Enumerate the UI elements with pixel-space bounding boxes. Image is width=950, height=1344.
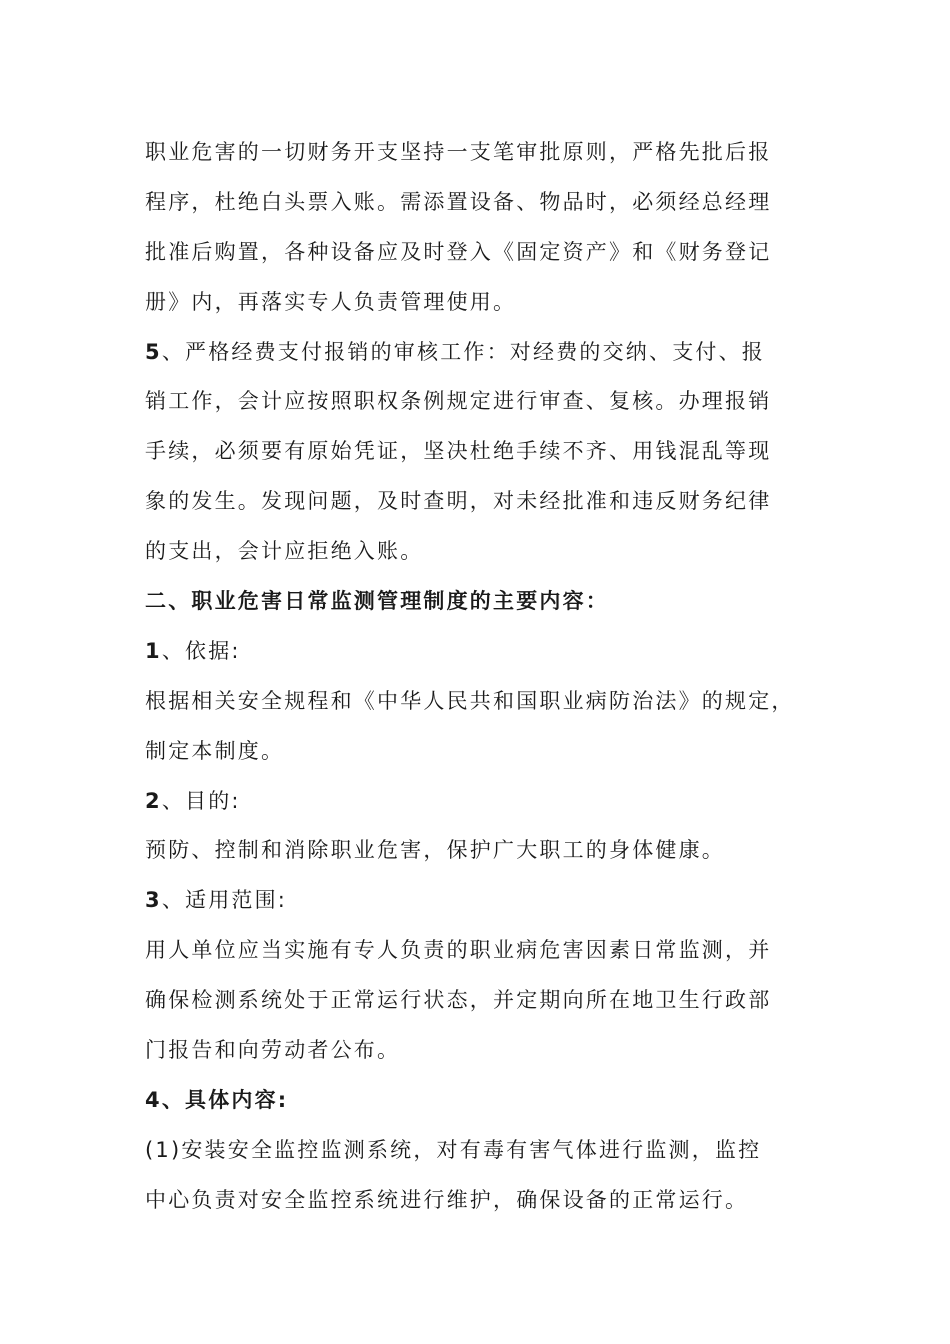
line-text: 、适用范围:	[161, 888, 288, 913]
item-1-heading-line	[145, 627, 835, 677]
paragraph-line	[145, 527, 835, 577]
line-text: 根据相关安全规程和《中华人民共和国职业病防治法》的规定，	[145, 688, 795, 713]
paragraph-line	[145, 976, 835, 1026]
line-text: 程序，杜绝白头票入账。需添置设备、物品时，必须经总经理	[145, 189, 772, 214]
line-text: 册》内，再落实专人负责管理使用。	[145, 289, 517, 314]
item-3-heading-line	[145, 876, 835, 926]
paragraph-line	[145, 477, 835, 527]
paragraph-line	[145, 228, 835, 278]
paragraph-line	[145, 1026, 835, 1076]
line-text: 、依据:	[161, 638, 241, 663]
paragraph-line	[145, 926, 835, 976]
item-number: 5	[145, 339, 162, 364]
paragraph-line	[145, 677, 835, 727]
item-number: 2	[145, 788, 162, 813]
item-number: 1	[145, 638, 162, 663]
line-text: 、严格经费支付报销的审核工作：对经费的交纳、支付、报	[161, 339, 766, 364]
line-text: 用人单位应当实施有专人负责的职业病危害因素日常监测，并	[145, 938, 772, 963]
item-2-heading-line	[145, 777, 835, 827]
line-text: 销工作，会计应按照职权条例规定进行审查、复核。办理报销	[145, 389, 772, 414]
paragraph-line	[145, 1126, 835, 1176]
line-text: 批准后购置，各种设备应及时登入《固定资产》和《财务登记	[145, 239, 772, 264]
paragraph-line	[145, 1176, 835, 1226]
paragraph-line	[145, 826, 835, 876]
paragraph-line	[145, 427, 835, 477]
line-text: 制定本制度。	[145, 738, 285, 763]
item-4-heading-line	[145, 1076, 835, 1126]
paragraph-line	[145, 178, 835, 228]
item-number: 4	[145, 1087, 162, 1112]
item-number: 3	[145, 888, 162, 913]
section-heading-text: 二、职业危害日常监测管理制度的主要内容：	[145, 589, 609, 614]
line-text: 手续，必须要有原始凭证，坚决杜绝手续不齐、用钱混乱等现	[145, 439, 772, 464]
line-text: 确保检测系统处于正常运行状态，并定期向所在地卫生行政部	[145, 988, 772, 1013]
section-heading	[145, 577, 835, 627]
paragraph-line	[145, 278, 835, 328]
item-5-heading-line	[145, 328, 835, 378]
paragraph-line	[145, 377, 835, 427]
document-body	[145, 128, 835, 1226]
line-text: 象的发生。发现问题，及时查明，对未经批准和违反财务纪律	[145, 489, 772, 514]
line-text: (1)安装安全监控监测系统，对有毒有害气体进行监测，监控	[145, 1137, 762, 1162]
line-text: 的支出，会计应拒绝入账。	[145, 539, 424, 564]
paragraph-line	[145, 128, 835, 178]
line-text: 、具体内容:	[161, 1087, 289, 1112]
paragraph-line	[145, 727, 835, 777]
line-text: 预防、控制和消除职业危害，保护广大职工的身体健康。	[145, 838, 725, 863]
line-text: 、目的:	[161, 788, 241, 813]
line-text: 职业危害的一切财务开支坚持一支笔审批原则，严格先批后报	[145, 140, 772, 164]
line-text: 门报告和向劳动者公布。	[145, 1038, 401, 1063]
line-text: 中心负责对安全监控系统进行维护，确保设备的正常运行。	[145, 1187, 749, 1212]
